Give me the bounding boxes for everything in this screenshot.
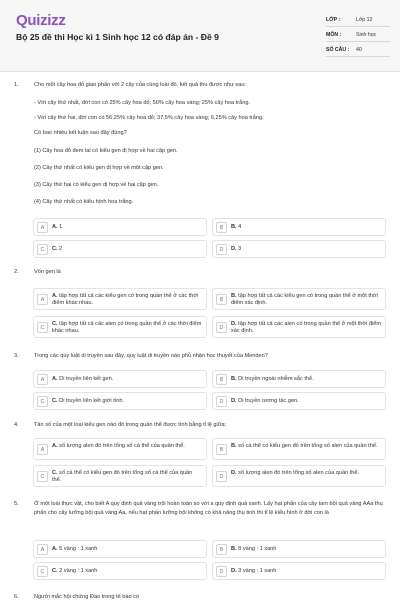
question-text: Ở một loài thực vật, cho biết A quy định quả vàng trội hoàn toàn so với a quy định quả xanh. Lấy hạt phấn của cây tam bội quả vàng AAa thụ phấn cho cây lưỡng bội quả vàng Aa, nếu hạt phấn lưỡng bội không có khả năng thụ tinh thì tỉ lệ kiểu hình ở đời con là — [34, 501, 383, 516]
option-letter: B — [216, 294, 227, 305]
question-number: 2. — [14, 269, 19, 275]
option-letter: D — [216, 471, 227, 482]
answer-option-b[interactable] — [212, 438, 386, 460]
option-text: D. Di truyền tương tác gen. — [231, 398, 299, 404]
question-text: Cho một cây hoa đỏ giao phấn với 2 cây của cùng loài đó, kết quả thu được như sau: — [34, 82, 246, 88]
meta-label-count: SỐ CÂU : — [326, 47, 350, 53]
option-text: B. số cá thể có kiểu gen đó trên tổng số alen của quần thể. — [231, 443, 378, 449]
answer-option-d[interactable] — [212, 465, 386, 487]
option-letter: C — [37, 566, 48, 577]
option-letter: B — [216, 222, 227, 233]
question-line: (4) Cây thứ nhất có kiểu hình hoa trắng. — [34, 199, 134, 205]
answer-option-b[interactable] — [212, 540, 386, 558]
answer-option-d[interactable] — [212, 316, 386, 338]
option-letter: B — [216, 444, 227, 455]
option-text: A. tập hợp tất cả các kiểu gen có trong quần thể ở các thời điểm khác nhau. — [52, 293, 199, 306]
question-number: 5. — [14, 501, 19, 507]
option-text: A. 5 vàng : 1 xanh — [52, 546, 98, 552]
answer-option-b[interactable] — [212, 288, 386, 310]
question-line: (2) Cây thứ nhất có kiểu gen dị hợp về một cặp gen. — [34, 165, 164, 171]
option-letter: B — [216, 544, 227, 555]
option-text: C. 2 — [52, 246, 63, 252]
option-letter: A — [37, 294, 48, 305]
option-text: C. số cá thể có kiểu gen đó trên tổng số cá thể của quần thể. — [52, 470, 193, 483]
option-letter: B — [216, 374, 227, 385]
option-letter: C — [37, 471, 48, 482]
answer-option-c[interactable] — [33, 465, 207, 487]
answer-option-d[interactable] — [212, 392, 386, 410]
question-line: - Với cây thứ hai, đời con có 56,25% cây hoa đỏ; 37,5% cây hoa vàng; 6,25% cây hoa trắng. — [34, 115, 264, 121]
document-header — [0, 0, 400, 72]
option-letter: C — [37, 244, 48, 255]
option-text: C. 2 vàng : 1 xanh — [52, 568, 98, 574]
question-number: 1. — [14, 82, 19, 88]
option-text: A. 1 — [52, 224, 63, 230]
meta-label-class: LỚP : — [326, 17, 341, 23]
meta-divider — [326, 41, 390, 42]
option-text: D. 3 — [231, 246, 242, 252]
option-letter: D — [216, 322, 227, 333]
question-text: Tần số của một loại kiểu gen nào đó trong quần thể được tính bằng tỉ lệ giữa: — [34, 422, 227, 428]
question-text: Trong các quy luật di truyền sau đây, quy luật di truyền nào phủ nhận học thuyết của Menden? — [34, 353, 268, 359]
option-text: A. số lượng alen đó trên tổng số cá thể của quần thể. — [52, 443, 185, 449]
meta-value-class: Lớp 12 — [356, 17, 373, 23]
answer-option-c[interactable] — [33, 240, 207, 258]
document-title: Bộ 25 đề thi Học kì 1 Sinh học 12 có đáp án - Đề 9 — [16, 32, 219, 42]
answer-option-a[interactable] — [33, 540, 207, 558]
answer-option-a[interactable] — [33, 218, 207, 236]
question-line: - Với cây thứ nhất, đời con có 25% cây hoa đỏ; 50% cây hoa vàng; 25% cây hoa trắng. — [34, 100, 251, 106]
question-number: 4. — [14, 422, 19, 428]
option-letter: D — [216, 396, 227, 407]
option-text: D. số lượng alen đó trên tổng số alen của quần thể. — [231, 470, 360, 476]
meta-label-subject: MÔN : — [326, 32, 342, 38]
question-number: 6. — [14, 594, 19, 600]
answer-option-c[interactable] — [33, 392, 207, 410]
option-letter: C — [37, 396, 48, 407]
option-text: D. 3 vàng : 1 xanh — [231, 568, 277, 574]
option-text: B. tập hợp tất cả các kiểu gen có trong quần thể ở một thời điểm xác định. — [231, 293, 378, 306]
quizizz-logo: Quizizz — [16, 12, 66, 29]
meta-divider — [326, 26, 390, 27]
answer-option-d[interactable] — [212, 240, 386, 258]
answer-option-a[interactable] — [33, 438, 207, 460]
question-text: Người mắc hội chứng Đao trong tế bào có — [34, 594, 140, 600]
answer-option-c[interactable] — [33, 562, 207, 580]
answer-option-c[interactable] — [33, 316, 207, 338]
option-letter: D — [216, 566, 227, 577]
meta-value-count: 40 — [356, 47, 362, 53]
option-text: B. 8 vàng : 1 xanh — [231, 546, 277, 552]
answer-option-a[interactable] — [33, 370, 207, 388]
question-number: 3. — [14, 353, 19, 359]
question-line: Có bao nhiêu kết luận sau đây đúng? — [34, 130, 127, 136]
question-line: (3) Cây thứ hai có kiểu gen dị hợp về hai cặp gen. — [34, 182, 159, 188]
option-text: D. tập hợp tất cả các alen có trong quần thể ở một thời điểm xác định. — [231, 321, 382, 334]
option-text: A. Di truyền liên kết gen. — [52, 376, 114, 382]
answer-option-a[interactable] — [33, 288, 207, 310]
answer-option-b[interactable] — [212, 218, 386, 236]
meta-divider — [326, 56, 390, 57]
option-letter: A — [37, 444, 48, 455]
option-letter: A — [37, 544, 48, 555]
option-text: B. 4 — [231, 224, 242, 230]
option-letter: A — [37, 374, 48, 385]
option-letter: C — [37, 322, 48, 333]
option-letter: A — [37, 222, 48, 233]
option-text: C. tập hợp tất cả các alen có trong quần thể ở các thời điểm khác nhau. — [52, 321, 202, 334]
answer-option-d[interactable] — [212, 562, 386, 580]
answer-option-b[interactable] — [212, 370, 386, 388]
option-text: B. Di truyền ngoài nhiễm sắc thể. — [231, 376, 314, 382]
option-text: C. Di truyền liên kết giới tính. — [52, 398, 125, 404]
meta-value-subject: Sinh học — [356, 32, 377, 38]
question-text: Vốn gen là — [34, 269, 61, 275]
question-line: (1) Cây hoa đỏ đem lai có kiểu gen dị hợp về hai cặp gen. — [34, 148, 178, 154]
option-letter: D — [216, 244, 227, 255]
